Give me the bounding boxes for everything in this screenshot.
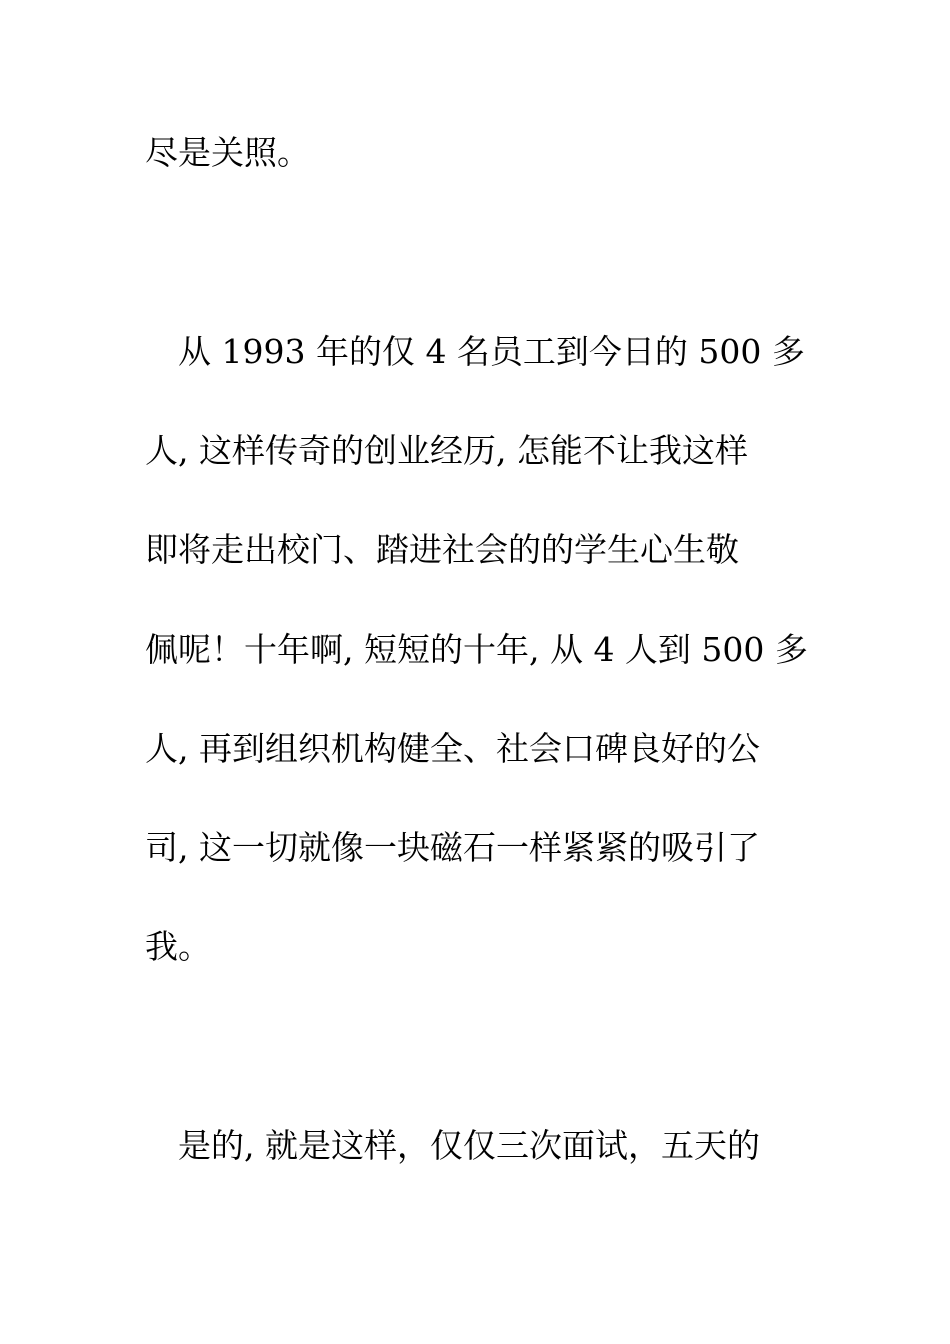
paragraph-start-line: 是的, 就是这样，仅仅三次面试，五天的 bbox=[145, 1126, 760, 1165]
text-line: 人, 再到组织机构健全、社会口碑良好的公 bbox=[145, 729, 760, 768]
text-line: 我。 bbox=[145, 927, 211, 966]
text-line: 尽是关照。 bbox=[145, 133, 310, 172]
text-line: 司, 这一切就像一块磁石一样紧紧的吸引了 bbox=[145, 828, 760, 867]
text-line: 即将走出校门、踏进社会的的学生心生敬 bbox=[145, 530, 739, 569]
text-line: 佩呢！十年啊, 短短的十年, 从 4 人到 500 多 bbox=[145, 630, 808, 669]
text-line: 人, 这样传奇的创业经历, 怎能不让我这样 bbox=[145, 431, 748, 470]
paragraph-start-line: 从 1993 年的仅 4 名员工到今日的 500 多 bbox=[145, 332, 805, 371]
